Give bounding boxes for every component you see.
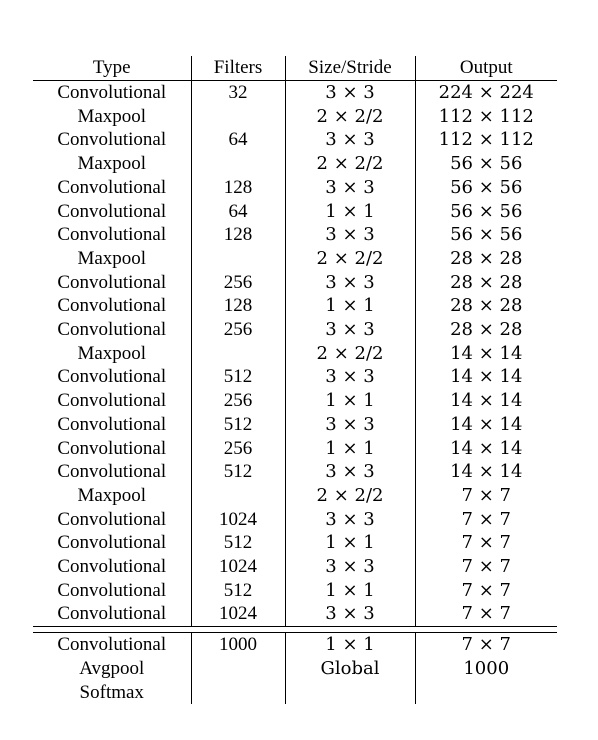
header-row [33, 56, 557, 81]
cell-type: Convolutional [57, 82, 167, 103]
cell-filters [191, 681, 285, 705]
table-row [33, 294, 557, 318]
cell-size-stride: 3 × 3 [285, 318, 415, 342]
cell-filters [191, 247, 285, 271]
cell-output: 14 × 14 [415, 460, 557, 484]
header-type: Type [33, 56, 191, 81]
cell-size-stride: Global [285, 657, 415, 681]
cell-type: Convolutional [57, 224, 167, 246]
cell-type: Maxpool [77, 247, 147, 269]
cell-output: 224 × 224 [415, 81, 557, 105]
table-row [33, 365, 557, 389]
cell-filters: 512 [191, 531, 285, 555]
cell-output: 56 × 56 [415, 152, 557, 176]
cell-output: 112 × 112 [415, 128, 557, 152]
table-row [33, 555, 557, 579]
table-row [33, 437, 557, 461]
cell-size-stride: 1 × 1 [285, 437, 415, 461]
cell-output: 7 × 7 [415, 531, 557, 555]
cell-size-stride: 3 × 3 [285, 271, 415, 295]
table-row [33, 460, 557, 484]
cell-output: 7 × 7 [415, 633, 557, 657]
table-row [33, 413, 557, 437]
cell-type: Convolutional [57, 603, 167, 625]
cell-output: 7 × 7 [415, 579, 557, 603]
cell-size-stride: 3 × 3 [285, 460, 415, 484]
cell-size-stride: 2 × 2/2 [285, 105, 415, 129]
cell-filters: 128 [191, 294, 285, 318]
cell-size-stride: 3 × 3 [285, 508, 415, 532]
cell-filters [191, 484, 285, 508]
cell-output: 7 × 7 [415, 555, 557, 579]
table-body [33, 81, 557, 627]
cell-size-stride: 3 × 3 [285, 128, 415, 152]
cell-filters: 512 [191, 413, 285, 437]
architecture-table [33, 56, 557, 704]
cell-type: Convolutional [57, 532, 167, 554]
cell-type: Convolutional [57, 413, 167, 435]
cell-size-stride: 1 × 1 [285, 531, 415, 555]
cell-size-stride: 1 × 1 [285, 200, 415, 224]
cell-type: Convolutional [57, 295, 167, 317]
table-tail-body [33, 627, 557, 705]
cell-type: Convolutional [57, 556, 167, 578]
cell-type: Convolutional [57, 390, 167, 412]
cell-type: Convolutional [57, 271, 167, 293]
cell-filters: 512 [191, 365, 285, 389]
cell-type: Maxpool [77, 153, 147, 175]
table-row [33, 484, 557, 508]
cell-type: Avgpool [79, 657, 145, 679]
cell-output: 14 × 14 [415, 413, 557, 437]
cell-size-stride: 3 × 3 [285, 602, 415, 626]
table-row [33, 128, 557, 152]
cell-size-stride: 1 × 1 [285, 389, 415, 413]
table-header [33, 56, 557, 81]
cell-filters [191, 105, 285, 129]
header-size-stride: Size/Stride [285, 56, 415, 81]
architecture-table-container [33, 56, 557, 704]
cell-type: Maxpool [77, 484, 147, 506]
cell-filters: 256 [191, 271, 285, 295]
cell-size-stride: 2 × 2/2 [285, 247, 415, 271]
cell-output: 28 × 28 [415, 318, 557, 342]
cell-output: 7 × 7 [415, 508, 557, 532]
cell-filters [191, 152, 285, 176]
cell-filters: 32 [191, 81, 285, 105]
cell-filters: 256 [191, 318, 285, 342]
cell-filters [191, 342, 285, 366]
table-row [33, 579, 557, 603]
cell-size-stride: 3 × 3 [285, 176, 415, 200]
table-row [33, 342, 557, 366]
cell-filters: 128 [191, 176, 285, 200]
cell-type: Maxpool [77, 105, 147, 127]
header-output: Output [415, 56, 557, 81]
cell-filters: 1000 [191, 633, 285, 657]
cell-size-stride: 3 × 3 [285, 223, 415, 247]
cell-output: 56 × 56 [415, 200, 557, 224]
table-row [33, 318, 557, 342]
cell-output: 28 × 28 [415, 294, 557, 318]
table-row [33, 633, 557, 657]
cell-size-stride: 3 × 3 [285, 413, 415, 437]
cell-type: Convolutional [57, 579, 167, 601]
cell-size-stride: 3 × 3 [285, 81, 415, 105]
table-row [33, 223, 557, 247]
cell-type: Convolutional [57, 461, 167, 483]
cell-type: Convolutional [57, 129, 167, 151]
table-row [33, 531, 557, 555]
cell-output [415, 681, 557, 705]
cell-type: Convolutional [57, 319, 167, 341]
cell-type: Convolutional [57, 634, 167, 656]
cell-filters: 512 [191, 460, 285, 484]
table-row [33, 602, 557, 626]
cell-output: 56 × 56 [415, 223, 557, 247]
cell-size-stride: 2 × 2/2 [285, 342, 415, 366]
cell-filters: 64 [191, 200, 285, 224]
cell-filters: 128 [191, 223, 285, 247]
cell-output: 14 × 14 [415, 437, 557, 461]
cell-filters: 1024 [191, 555, 285, 579]
cell-type: Convolutional [57, 176, 167, 198]
cell-filters: 256 [191, 437, 285, 461]
cell-output: 14 × 14 [415, 342, 557, 366]
cell-type: Maxpool [77, 342, 147, 364]
cell-type: Convolutional [57, 508, 167, 530]
cell-filters: 1024 [191, 602, 285, 626]
cell-size-stride: 1 × 1 [285, 633, 415, 657]
table-row [33, 200, 557, 224]
cell-size-stride: 2 × 2/2 [285, 152, 415, 176]
table-row [33, 105, 557, 129]
cell-filters: 64 [191, 128, 285, 152]
cell-output: 1000 [415, 657, 557, 681]
table-row [33, 271, 557, 295]
cell-output: 28 × 28 [415, 271, 557, 295]
cell-type: Convolutional [57, 366, 167, 388]
table-row [33, 681, 557, 705]
table-row [33, 508, 557, 532]
header-filters: Filters [191, 56, 285, 81]
cell-output: 112 × 112 [415, 105, 557, 129]
table-row [33, 247, 557, 271]
cell-size-stride: 3 × 3 [285, 365, 415, 389]
table-row [33, 81, 557, 105]
cell-output: 7 × 7 [415, 602, 557, 626]
cell-output: 56 × 56 [415, 176, 557, 200]
cell-output: 7 × 7 [415, 484, 557, 508]
cell-size-stride: 2 × 2/2 [285, 484, 415, 508]
table-row [33, 176, 557, 200]
cell-filters: 512 [191, 579, 285, 603]
cell-size-stride: 1 × 1 [285, 579, 415, 603]
cell-type: Convolutional [57, 200, 167, 222]
cell-filters: 256 [191, 389, 285, 413]
table-row [33, 657, 557, 681]
cell-output: 28 × 28 [415, 247, 557, 271]
cell-size-stride: 1 × 1 [285, 294, 415, 318]
cell-filters: 1024 [191, 508, 285, 532]
cell-type: Convolutional [57, 437, 167, 459]
table-row [33, 389, 557, 413]
cell-output: 14 × 14 [415, 365, 557, 389]
cell-size-stride [285, 681, 415, 705]
cell-output: 14 × 14 [415, 389, 557, 413]
cell-type: Softmax [79, 681, 144, 703]
cell-size-stride: 3 × 3 [285, 555, 415, 579]
table-row [33, 152, 557, 176]
cell-filters [191, 657, 285, 681]
